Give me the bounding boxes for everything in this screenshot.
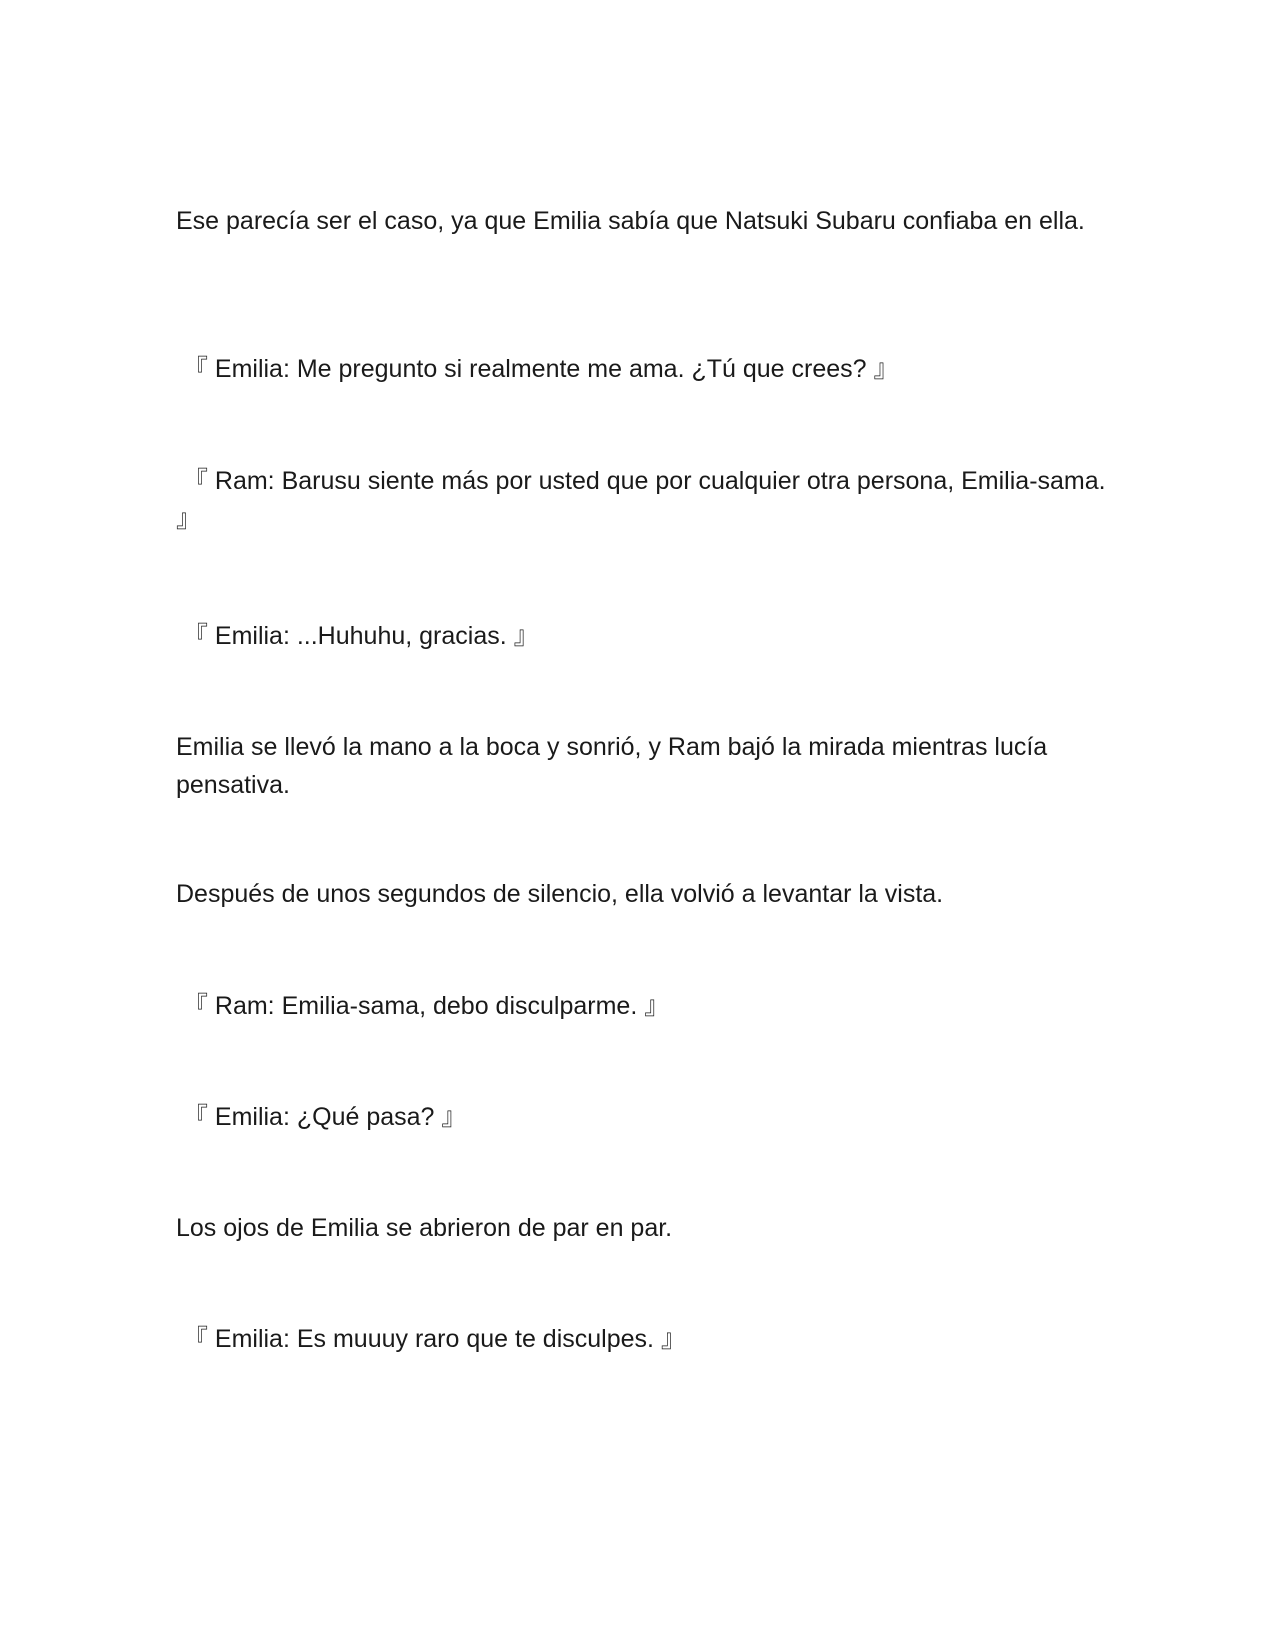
dialogue-line: 『 Emilia: Es muuuy raro que te disculpes. 』 <box>176 1325 686 1353</box>
dialogue-line: 『 Emilia: Me pregunto si realmente me ama. ¿Tú que crees? 』 <box>176 355 899 383</box>
narration-paragraph: Los ojos de Emilia se abrieron de par en par. <box>176 1214 673 1242</box>
dialogue-line: 『 Emilia: ¿Qué pasa? 』 <box>176 1103 467 1131</box>
dialogue-line: 『 Emilia: ...Huhuhu, gracias. 』 <box>176 622 539 650</box>
narration-paragraph: Después de unos segundos de silencio, ella volvió a levantar la vista. <box>176 880 944 908</box>
narration-paragraph: Ese parecía ser el caso, ya que Emilia sabía que Natsuki Subaru confiaba en ella. <box>176 207 1085 235</box>
dialogue-line: 『 Ram: Barusu siente más por usted que por cualquier otra persona, Emilia-sama. 』 <box>176 467 1106 533</box>
dialogue-line: 『 Ram: Emilia-sama, debo disculparme. 』 <box>176 992 670 1020</box>
narration-paragraph: Emilia se llevó la mano a la boca y sonrió, y Ram bajó la mirada mientras lucía pensativa. <box>176 733 1048 799</box>
